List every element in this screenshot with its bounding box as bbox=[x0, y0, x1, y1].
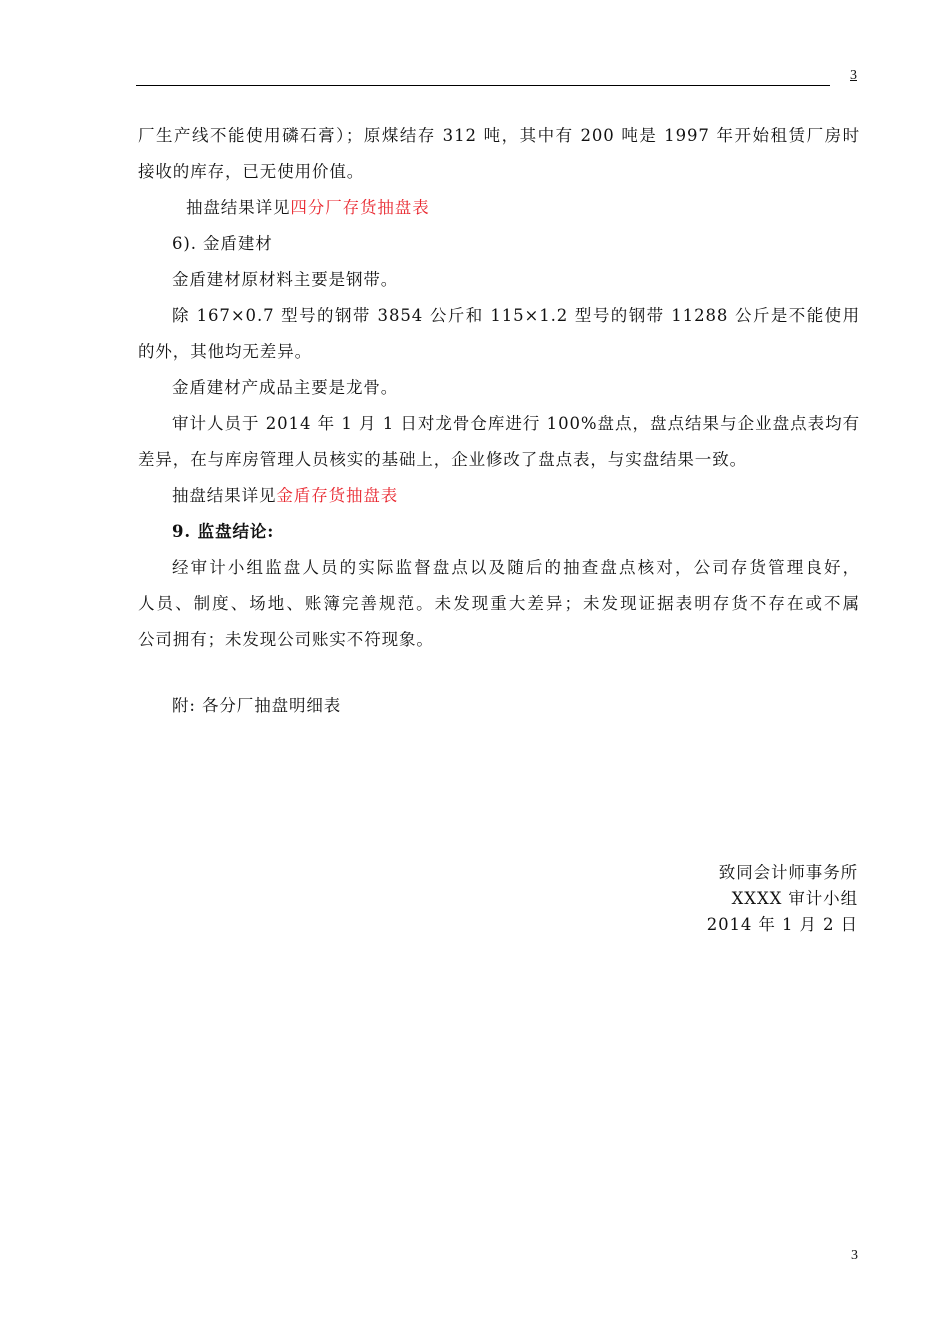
signature-team: XXXX 审计小组 bbox=[731, 889, 858, 908]
paragraph-line: 金盾建材产成品主要是龙骨。 bbox=[172, 378, 399, 397]
paragraph-line: 接收的库存，已无使用价值。 bbox=[138, 162, 365, 181]
paragraph-line: 厂生产线不能使用磷石膏）；原煤结存 312 吨，其中有 200 吨是 1997 年开始租赁厂房时 bbox=[138, 126, 860, 145]
header-rule bbox=[136, 85, 830, 86]
header-page-number: 3 bbox=[850, 68, 857, 83]
reference-link-jindun[interactable]: 金盾存货抽盘表 bbox=[276, 486, 399, 505]
attachment-note: 附: 各分厂抽盘明细表 bbox=[172, 696, 342, 715]
paragraph-line: 人员、制度、场地、账簿完善规范。未发现重大差异；未发现证据表明存货不存在或不属 bbox=[138, 594, 860, 613]
signature-firm: 致同会计师事务所 bbox=[718, 863, 858, 882]
paragraph-line: 审计人员于 2014 年 1 月 1 日对龙骨仓库进行 100%盘点，盘点结果与企业盘点表均有 bbox=[172, 414, 860, 433]
footer-page-number: 3 bbox=[851, 1248, 858, 1263]
paragraph-line: 差异，在与库房管理人员核实的基础上，企业修改了盘点表，与实盘结果一致。 bbox=[138, 450, 747, 469]
reference-prefix: 抽盘结果详见 bbox=[172, 486, 277, 505]
paragraph-line: 除 167×0.7 型号的钢带 3854 公斤和 115×1.2 型号的钢带 11288 公斤是不能使用 bbox=[172, 306, 860, 325]
reference-link-fourth-plant[interactable]: 四分厂存货抽盘表 bbox=[290, 198, 430, 217]
subsection-title: 6). 金盾建材 bbox=[172, 234, 273, 253]
reference-prefix: 抽盘结果详见 bbox=[186, 198, 291, 217]
paragraph-line bbox=[186, 190, 430, 226]
section-heading: 9. 监盘结论: bbox=[172, 522, 275, 541]
paragraph-line: 公司拥有；未发现公司账实不符现象。 bbox=[138, 630, 434, 649]
paragraph-line: 的外，其他均无差异。 bbox=[138, 342, 312, 361]
signature-date: 2014 年 1 月 2 日 bbox=[706, 915, 858, 934]
paragraph-line: 经审计小组监盘人员的实际监督盘点以及随后的抽查盘点核对，公司存货管理良好， bbox=[172, 558, 860, 577]
paragraph-line bbox=[172, 478, 398, 514]
paragraph-line: 金盾建材原材料主要是钢带。 bbox=[172, 270, 399, 289]
